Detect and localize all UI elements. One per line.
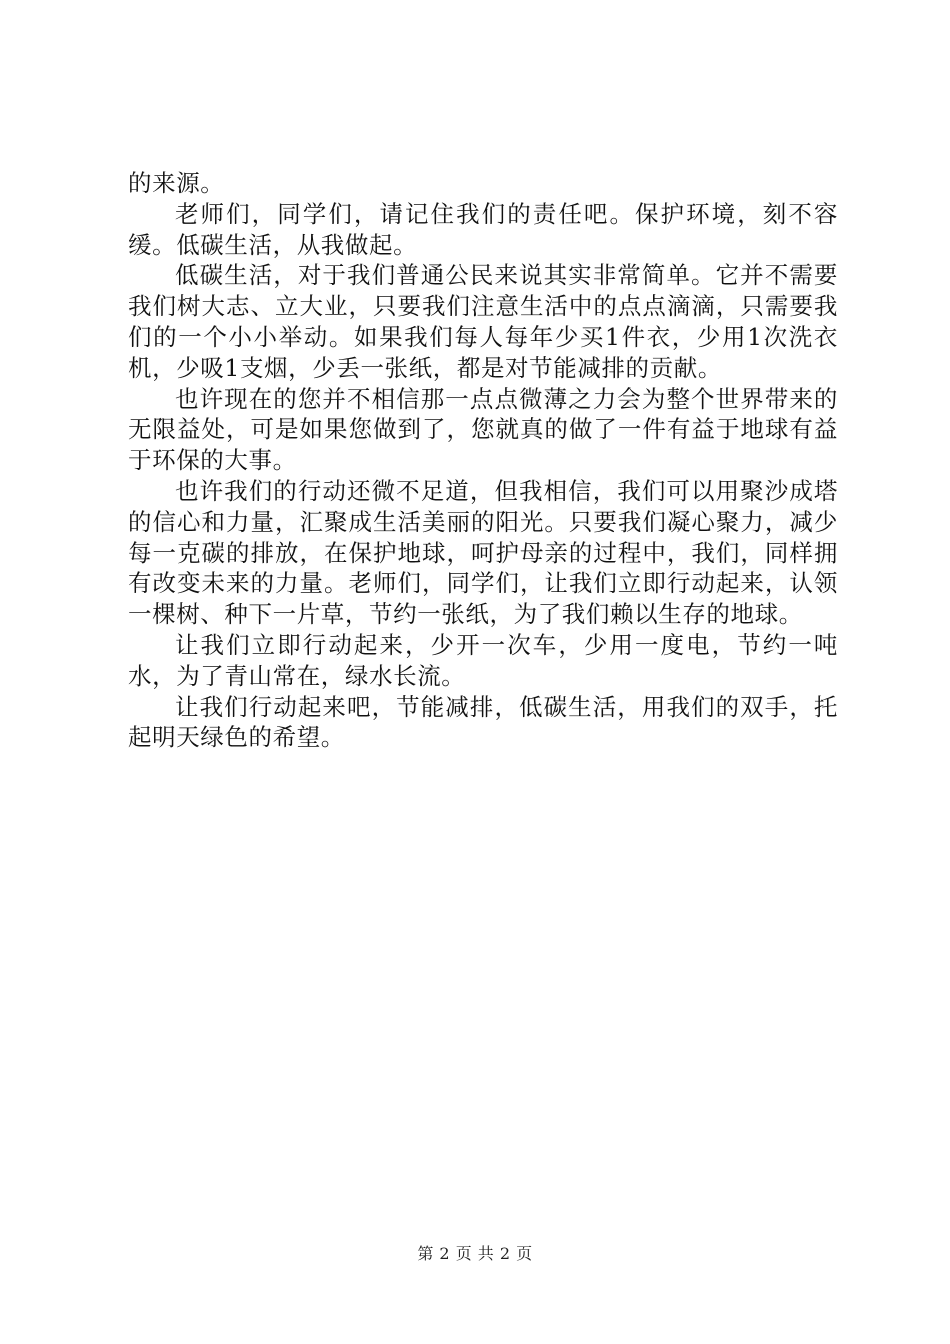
paragraph: 低碳生活，对于我们普通公民来说其实非常简单。它并不需要我们树大志、立大业，只要我们注意生活中的点点滴滴，只需要我们的一个小小举动。如果我们每人每年少买1件衣，少用1次洗衣机，少吸1支烟，少丢一张纸，都是对节能减排的贡献。 (128, 261, 838, 382)
paragraph: 让我们立即行动起来，少开一次车，少用一度电，节约一吨水，为了青山常在，绿水长流。 (128, 630, 838, 690)
page-number-label: 第 2 页 共 2 页 (417, 1244, 533, 1263)
paragraph: 老师们，同学们，请记住我们的责任吧。保护环境，刻不容缓。低碳生活，从我做起。 (128, 199, 838, 259)
page-footer (0, 1244, 950, 1264)
paragraph: 也许我们的行动还微不足道，但我相信，我们可以用聚沙成塔的信心和力量，汇聚成生活美丽的阳光。只要我们凝心聚力，减少每一克碳的排放，在保护地球，呵护母亲的过程中，我们，同样拥有改变未来的力量。老师们，同学们，让我们立即行动起来，认领一棵树、种下一片草，节约一张纸，为了我们赖以生存的地球。 (128, 476, 838, 629)
document-body (128, 168, 838, 753)
paragraph: 也许现在的您并不相信那一点点微薄之力会为整个世界带来的无限益处，可是如果您做到了，您就真的做了一件有益于地球有益于环保的大事。 (128, 384, 838, 475)
paragraph: 让我们行动起来吧，节能减排，低碳生活，用我们的双手，托起明天绿色的希望。 (128, 692, 838, 752)
paragraph: 的来源。 (128, 169, 225, 197)
